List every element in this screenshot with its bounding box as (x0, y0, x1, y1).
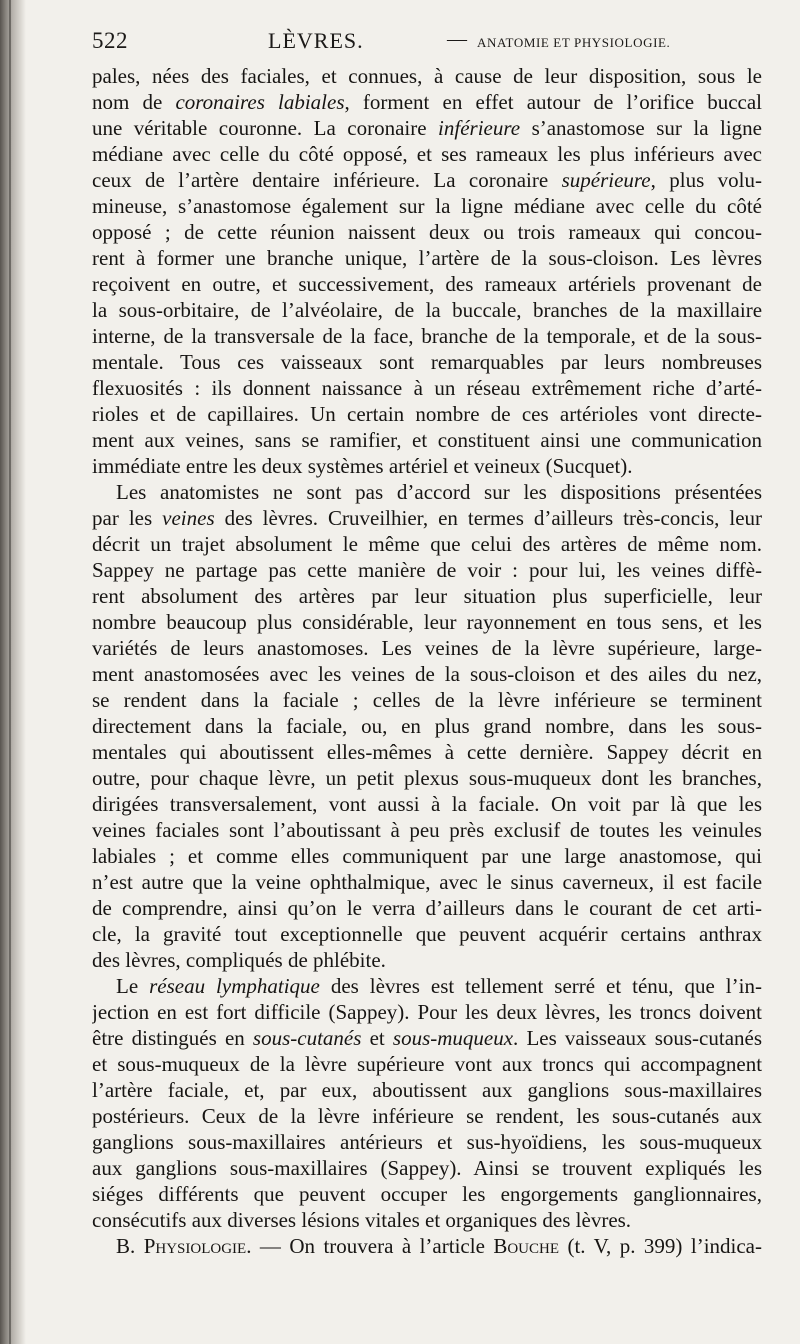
text-segment: ceux de l’artère dentaire inférieure. La coronaire (92, 168, 562, 192)
text-line (92, 1155, 762, 1181)
text-line (92, 297, 762, 323)
text-line (92, 479, 762, 505)
text-segment: mentale. Tous ces vaisseaux sont remarquables par leurs nombreuses (92, 350, 762, 374)
text-segment: directement dans la faciale, ou, en plus grand nombre, dans les sous- (92, 714, 762, 738)
text-segment: et (361, 1026, 393, 1050)
italic-text: sous-muqueux (392, 1026, 514, 1050)
text-line (92, 427, 762, 453)
text-segment: ganglions sous-maxillaires antérieurs et sus-hyoïdiens, les sous-muqueux (92, 1130, 762, 1154)
text-line (92, 89, 762, 115)
text-line (92, 713, 762, 739)
text-segment: ment anastomosées avec les veines de la sous-cloison et des ailes du nez, (92, 662, 762, 686)
text-line (92, 1025, 762, 1051)
page-number: 522 (92, 28, 128, 53)
text-segment: veines faciales sont l’aboutissant à peu près exclusif de toutes les veinules (92, 818, 762, 842)
text-line (92, 973, 762, 999)
text-segment: Le (116, 974, 150, 998)
page-gutter-shadow (0, 0, 26, 1344)
text-segment: de comprendre, ainsi qu’on le verra d’ailleurs dans le courant de cet arti- (92, 896, 762, 920)
text-segment: dirigées transversalement, vont aussi à la faciale. On voit par là que les (92, 792, 762, 816)
text-line (92, 869, 762, 895)
text-segment: médiane avec celle du côté opposé, et ses rameaux les plus inférieurs avec (92, 142, 762, 166)
text-line (92, 635, 762, 661)
binding-edge (9, 0, 11, 1344)
small-caps-text: Physiologie (143, 1234, 247, 1258)
text-line (92, 791, 762, 817)
text-segment: décrit un trajet absolument le même que celui des artères de même nom. (92, 532, 762, 556)
text-line (92, 115, 762, 141)
text-segment: par les (92, 506, 163, 530)
text-line (92, 1207, 762, 1233)
text-line (92, 817, 762, 843)
text-segment: Sappey ne partage pas cette manière de voir : pour lui, les veines diffè- (92, 558, 762, 582)
text-line (92, 661, 762, 687)
text-line (92, 219, 762, 245)
text-line (92, 921, 762, 947)
text-segment: des lèvres. Cruveilhier, en termes d’ailleurs très-concis, leur (214, 506, 762, 530)
text-line (92, 141, 762, 167)
text-line (92, 687, 762, 713)
text-line (92, 401, 762, 427)
text-segment: s’anastomose sur la ligne (520, 116, 762, 140)
text-segment: cle, la gravité tout exceptionnelle que peuvent acquérir certains anthrax (92, 922, 762, 946)
text-segment: variétés de leurs anastomoses. Les veines de la lèvre supérieure, large- (92, 636, 762, 660)
text-line (92, 1129, 762, 1155)
body-text (92, 63, 762, 1259)
text-line (92, 1103, 762, 1129)
text-segment: opposé ; de cette réunion naissent deux ou trois rameaux qui concou- (92, 220, 762, 244)
text-segment: . Les vaisseaux sous-cutanés (513, 1026, 762, 1050)
italic-text: veines (162, 506, 215, 530)
italic-text: inférieure (438, 116, 521, 140)
small-caps-text: Bouche (493, 1234, 560, 1258)
text-line (92, 323, 762, 349)
text-line (92, 843, 762, 869)
text-segment: une véritable couronne. La coronaire (92, 116, 439, 140)
text-segment: rent absolument des artères par leur situation plus superficielle, leur (92, 584, 762, 608)
text-line (92, 453, 762, 479)
text-segment: nom de (92, 90, 176, 114)
text-segment: et sous-muqueux de la lèvre supérieure vont aux troncs qui accompagnent (92, 1052, 762, 1076)
text-line (92, 245, 762, 271)
text-segment: labiales ; et comme elles communiquent par une large anastomose, qui (92, 844, 762, 868)
text-segment: , forment en effet autour de l’orifice buccal (344, 90, 762, 114)
text-segment: consécutifs aux diverses lésions vitales et organiques des lèvres. (92, 1208, 632, 1232)
italic-text: coronaires labiales (175, 90, 345, 114)
running-title: LÈVRES. (268, 28, 364, 53)
text-segment: mentales qui aboutissent elles-mêmes à cette dernière. Sappey décrit en (92, 740, 762, 764)
running-subtitle: ANATOMIE ET PHYSIOLOGIE. (477, 35, 671, 50)
text-line (92, 505, 762, 531)
italic-text: réseau lymphatique (149, 974, 320, 998)
page-header (92, 28, 762, 58)
text-line (92, 63, 762, 89)
text-segment: ment aux veines, sans se ramifier, et constituent ainsi une communication (92, 428, 762, 452)
text-segment: être distingués en (92, 1026, 253, 1050)
italic-text: supérieure (561, 168, 651, 192)
text-line (92, 531, 762, 557)
text-segment: la sous-orbitaire, de l’alvéolaire, de la buccale, branches de la maxillaire (92, 298, 762, 322)
text-segment: Les anatomistes ne sont pas d’accord sur les dispositions présentées (116, 480, 762, 504)
text-line (92, 609, 762, 635)
text-line (92, 557, 762, 583)
text-segment: se rendent dans la faciale ; celles de la lèvre inférieure se terminent (92, 688, 762, 712)
text-line (92, 947, 762, 973)
text-segment: siéges différents que peuvent occuper les engorgements ganglionnaires, (92, 1182, 762, 1206)
text-line (92, 1051, 762, 1077)
text-line (92, 167, 762, 193)
text-segment: B. (116, 1234, 144, 1258)
text-segment: n’est autre que la veine ophthalmique, avec le sinus caverneux, il est facile (92, 870, 762, 894)
text-segment: immédiate entre les deux systèmes artériel et veineux (Sucquet). (92, 454, 633, 478)
text-segment: . — On trouvera à l’article (246, 1234, 494, 1258)
text-line (92, 349, 762, 375)
text-segment: , plus volu- (650, 168, 762, 192)
text-segment: jection en est fort difficile (Sappey). Pour les deux lèvres, les troncs doivent (92, 1000, 762, 1024)
italic-text: sous-cutanés (252, 1026, 362, 1050)
text-segment: aux ganglions sous-maxillaires (Sappey). Ainsi se trouvent expliqués les (92, 1156, 762, 1180)
text-line (92, 1181, 762, 1207)
running-title-separator: — (447, 28, 467, 50)
text-segment: des lèvres est tellement serré et ténu, que l’in- (319, 974, 762, 998)
text-line (92, 999, 762, 1025)
text-segment: reçoivent en outre, et successivement, des rameaux artériels provenant de (92, 272, 762, 296)
text-segment: (t. V, p. 399) l’indica- (559, 1234, 762, 1258)
text-segment: l’artère faciale, et, par eux, aboutissent aux ganglions sous-maxillaires (92, 1078, 762, 1102)
text-line (92, 271, 762, 297)
text-line (92, 895, 762, 921)
text-segment: flexuosités : ils donnent naissance à un réseau extrêmement riche d’arté- (92, 376, 762, 400)
text-line (92, 375, 762, 401)
text-line (92, 1233, 762, 1259)
text-segment: rent à former une branche unique, l’artère de la sous-cloison. Les lèvres (92, 246, 762, 270)
text-line (92, 583, 762, 609)
text-segment: postérieurs. Ceux de la lèvre inférieure se rendent, les sous-cutanés aux (92, 1104, 762, 1128)
text-segment: interne, de la transversale de la face, branche de la temporale, et de la sous- (92, 324, 762, 348)
text-line (92, 1077, 762, 1103)
text-segment: mineuse, s’anastomose également sur la ligne médiane avec celle du côté (92, 194, 762, 218)
text-line (92, 739, 762, 765)
text-line (92, 765, 762, 791)
text-line (92, 193, 762, 219)
text-segment: outre, pour chaque lèvre, un petit plexus sous-muqueux dont les branches, (92, 766, 762, 790)
text-segment: des lèvres, compliqués de phlébite. (92, 948, 386, 972)
text-segment: rioles et de capillaires. Un certain nombre de ces artérioles vont directe- (92, 402, 762, 426)
text-segment: nombre beaucoup plus considérable, leur rayonnement en tous sens, et les (92, 610, 762, 634)
text-segment: pales, nées des faciales, et connues, à cause de leur disposition, sous le (92, 64, 762, 88)
